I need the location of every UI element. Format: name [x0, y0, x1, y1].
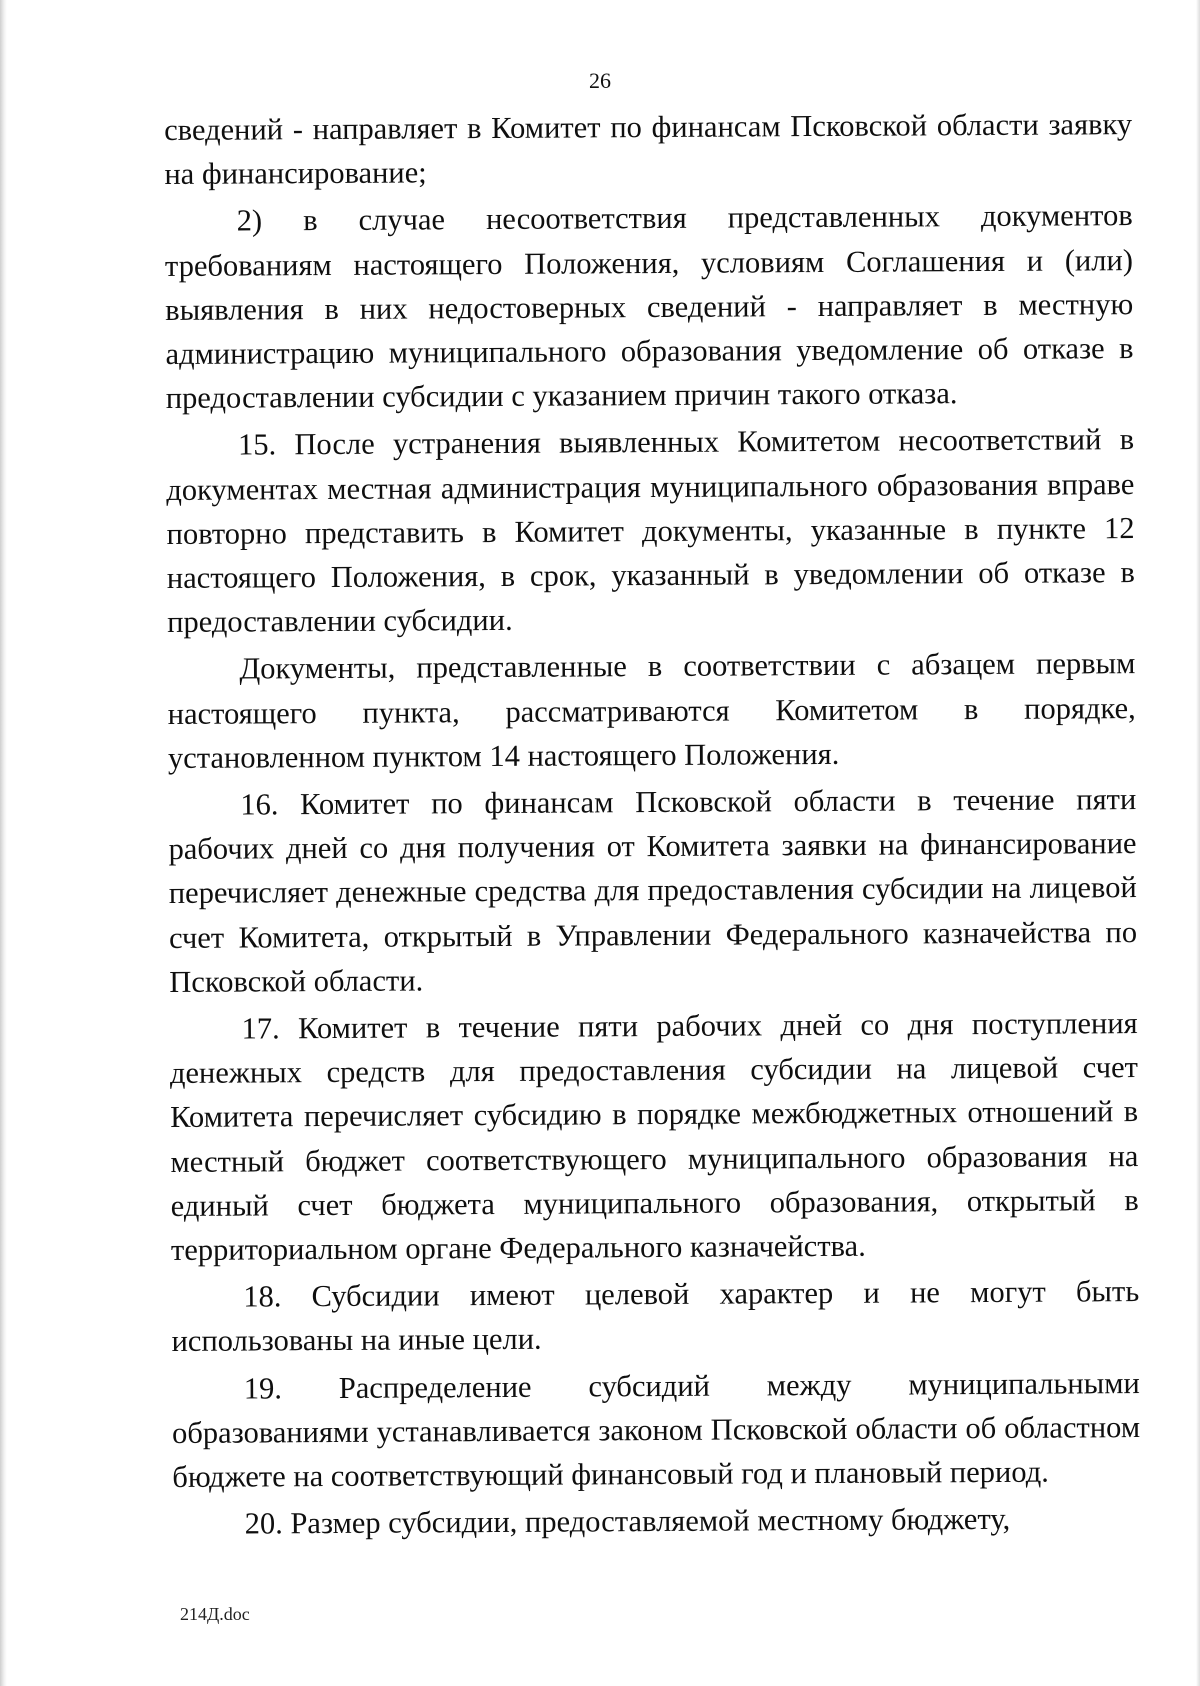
page-number: 26: [589, 68, 611, 93]
paragraph-15: 15. После устранения выявленных Комитетом несоответствий в документах местная администрация муниципального образования вправе повторно представить в Комитет документы, указанные в пункте 12 настоящего Положения, в срок, указанный в уведомлении об отказе в предоставлении субсидии.: [166, 422, 1135, 640]
paragraph-20: 20. Размер субсидии, предоставляемой местному бюджету,: [244, 1502, 1011, 1541]
scan-edge-right: [1196, 0, 1200, 1686]
paragraph-17: 17. Комитет в течение пяти рабочих дней со дня поступления денежных средств для предоставления субсидии на лицевой счет Комитета перечисляет субсидию в порядке межбюджетных отношений в местный бюджет соответствующего муниципального образования на единый счет бюджета муниципального образования, открытый в территориальном органе Федерального казначейства.: [169, 1006, 1139, 1268]
paragraph-item-2: 2) в случае несоответствия представленных документов требованиям настоящего Положения, условиям Соглашения и (или) выявления в них недостоверных сведений - направляет в местную администрацию муниципального образования уведомление об отказе в предоставлении субсидии с указанием причин такого отказа.: [164, 198, 1134, 416]
scan-edge-left: [0, 0, 7, 1686]
paragraph-16: 16. Комитет по финансам Псковской области в течение пяти рабочих дней со дня получения от Комитета заявки на финансирование перечисляет денежные средства для предоставления субсидии на лицевой счет Комитета, открытый в Управлении Федерального казначейства по Псковской области.: [168, 782, 1138, 999]
paragraph-continuation: сведений - направляет в Комитет по финансам Псковской области заявку на финансирование;: [164, 107, 1133, 192]
document-body: [164, 102, 1141, 1549]
paragraph-18: 18. Субсидии имеют целевой характер и не могут быть использованы на иные цели.: [171, 1274, 1140, 1359]
file-name-footer: 214Д.doc: [180, 1604, 250, 1624]
paragraph-15-part-2: Документы, представленные в соответствии с абзацем первым настоящего пункта, рассматриваются Комитетом в порядке, установленном пунктом 14 настоящего Положения.: [167, 646, 1136, 775]
paragraph-19: 19. Распределение субсидий между муниципальными образованиями устанавливается законом Псковской области об областном бюджете на соответствующий финансовый год и плановый период.: [171, 1365, 1141, 1495]
